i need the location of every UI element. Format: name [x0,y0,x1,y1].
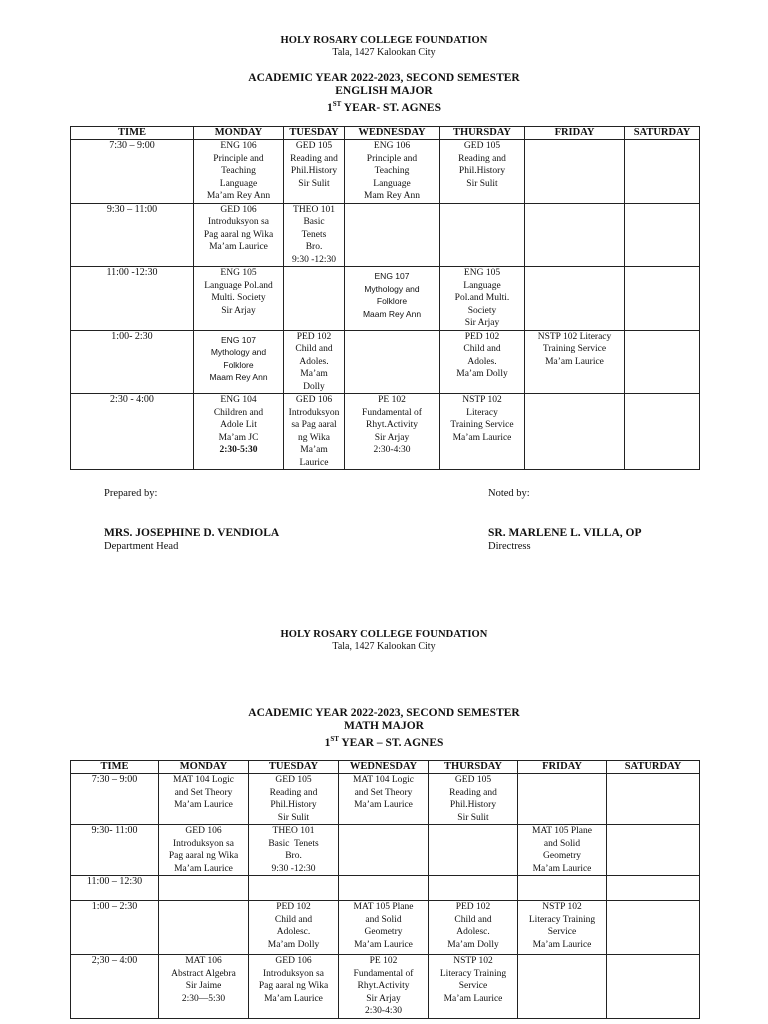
cell-line: 9:30 -12:30 [271,863,316,874]
cell-line: Ma’am Laurice [532,863,592,874]
class-cell [284,203,345,267]
cell-line: Sir Arjay [366,993,401,1004]
class-cell [339,774,429,825]
class-cell [525,330,625,394]
class-cell [440,203,525,267]
table-row [71,901,700,955]
cell-line: Ma’am Laurice [443,993,503,1004]
noted-by-name: SR. MARLENE L. VILLA, OP [488,527,642,539]
cell-line: MAT 105 Plane [353,902,414,912]
cell-line: ENG 106 [220,141,257,151]
class-cell [284,394,345,470]
table-row [71,203,700,267]
cell-line: Ma’am [300,445,328,455]
cell-line: Training Service [450,420,514,430]
school-address: Tala, 1427 Kalookan City [332,47,436,58]
cell-line: Maam Rey Ann [362,308,422,319]
class-cell [194,140,284,204]
cell-line: Child and [463,344,501,354]
major-title: ENGLISH MAJOR [335,85,433,97]
cell-line: Mythology and [210,347,267,357]
school-name: HOLY ROSARY COLLEGE FOUNDATION [280,629,488,640]
cell-line: 9:30 -12:30 [291,254,337,265]
cell-line: ENG 104 [220,395,257,405]
class-cell [345,330,440,394]
class-cell [159,825,249,876]
cell-line: Rhyt.Activity [366,420,418,430]
class-cell [525,394,625,470]
academic-year: ACADEMIC YEAR 2022-2023, SECOND SEMESTER [248,72,520,84]
cell-line: Sir Sulit [277,812,310,823]
column-header: TUESDAY [249,761,339,774]
cell-line: Children and [213,407,264,418]
cell-line: and Solid [365,914,402,925]
cell-line: Service [458,981,488,991]
class-cell [625,330,700,394]
class-cell [249,825,339,876]
cell-line: Training Service [542,344,607,354]
cell-line: PED 102 [455,902,491,912]
class-cell [625,394,700,470]
cell-line: 2:30-5:30 [219,445,258,455]
noted-by-label: Noted by: [488,488,530,499]
class-cell [345,203,440,267]
column-header: FRIDAY [518,761,607,774]
schedule-table-english [70,126,700,470]
class-cell [440,140,525,204]
table-row [71,774,700,825]
cell-line: Rhyt.Activity [357,981,410,991]
cell-line: Ma’am JC [218,432,259,443]
class-cell [345,394,440,470]
cell-line: Reading and [290,153,338,164]
class-cell [339,901,429,955]
cell-line: Adoles. [467,356,497,367]
class-cell [607,955,700,1019]
cell-line: NSTP 102 Literacy [537,331,612,342]
cell-line: ENG 107 [221,334,256,345]
cell-line: Sir Sulit [457,812,489,823]
class-cell [194,203,284,267]
cell-line: Literacy Training [528,914,596,925]
cell-line: Language [373,178,411,189]
cell-line: Phil.History [449,800,497,810]
class-cell [339,955,429,1019]
cell-line: Sir Arjay [464,318,500,328]
class-cell [440,267,525,331]
cell-line: PED 102 [464,331,500,342]
cell-line: Fundamental of [362,407,422,418]
year-section: 1ST YEAR- ST. AGNES [327,100,441,114]
cell-line: Folklore [223,359,254,370]
cell-line: Literacy [466,407,498,418]
cell-line: Child and [295,344,333,354]
class-cell [284,267,345,331]
cell-line: NSTP 102 [453,956,493,966]
class-cell [249,876,339,901]
cell-line: Dolly [303,381,325,392]
cell-line: Language [463,280,501,291]
year-section: 1ST YEAR – ST. AGNES [324,735,444,749]
time-slot: 9:30- 11:00 [71,825,159,876]
cell-line: Folklore [376,296,408,306]
cell-line: Child and [454,914,492,925]
time-slot: 7:30 – 9:00 [71,774,159,825]
class-cell [159,901,249,955]
class-cell [249,955,339,1019]
cell-line: Adolesc. [276,927,311,937]
table-header-row [71,761,700,774]
cell-line: THEO 101 [293,204,335,215]
column-header: WEDNESDAY [339,761,429,774]
time-slot: 9:30 – 11:00 [71,203,194,267]
class-cell [625,267,700,331]
cell-line: Maam Rey Ann [209,372,268,382]
cell-line: Pag aaral ng Wika [203,229,274,240]
table-header-row [71,127,700,140]
cell-line: 2:30-4:30 [373,445,411,455]
cell-line: GED 106 [275,956,312,966]
column-header: WEDNESDAY [345,127,440,140]
cell-line: Ma’am Laurice [354,939,413,950]
cell-line: Pag aaral ng Wika [168,851,239,861]
cell-line: NSTP 102 [462,395,502,405]
cell-line: sa Pag aaral [291,420,337,430]
cell-line: Bro. [305,242,323,252]
cell-line: Ma’am Laurice [174,800,233,810]
class-cell [429,901,518,955]
column-header: MONDAY [194,127,284,140]
table-row [71,267,700,331]
cell-line: ENG 105 [220,268,257,278]
time-slot: 11:00 – 12:30 [71,876,159,901]
cell-line: Introduksyon sa [208,217,269,227]
prepared-by-label: Prepared by: [104,488,158,499]
cell-line: GED 106 [220,204,257,215]
cell-line: Sir Sulit [298,178,330,189]
cell-line: and Set Theory [354,787,413,798]
cell-line: Service [547,927,577,937]
time-slot: 1:00 – 2:30 [71,901,159,955]
class-cell [518,876,607,901]
cell-line: ENG 106 [373,141,411,151]
cell-line: GED 105 [463,141,501,151]
class-cell [339,876,429,901]
cell-line: Principle and [366,153,418,164]
class-cell [440,330,525,394]
class-cell [525,140,625,204]
cell-line: PE 102 [369,956,398,966]
cell-line: Mam Rey Ann [364,191,420,201]
cell-line: Sir Arjay [221,305,256,316]
cell-line: Laurice [299,457,329,468]
cell-line: Sir Jaime [185,981,222,991]
cell-line: MAT 104 Logic [172,775,235,785]
cell-line: Language Pol.and [204,280,273,291]
cell-line: ENG 107 [374,271,410,281]
class-cell [194,330,284,394]
class-cell [194,267,284,331]
class-cell [284,330,345,394]
class-cell [607,825,700,876]
column-header: TIME [71,761,159,774]
cell-line: Multi. Society [211,293,266,303]
column-header: THURSDAY [429,761,518,774]
cell-line: Language [219,178,258,189]
cell-line: THEO 101 [272,826,315,836]
time-slot: 11:00 -12:30 [71,267,194,331]
class-cell [249,901,339,955]
major-title: MATH MAJOR [344,720,424,732]
cell-line: GED 106 [295,395,333,405]
cell-line: Sir Arjay [374,432,410,443]
cell-line: Ma’am Laurice [209,242,268,252]
class-cell [607,876,700,901]
cell-line: Geometry [364,927,403,937]
cell-line: PED 102 [296,331,332,342]
class-cell [625,140,700,204]
cell-line: GED 105 [295,141,333,151]
prepared-by-name: MRS. JOSEPHINE D. VENDIOLA [104,527,280,539]
school-address: Tala, 1427 Kalookan City [332,641,436,652]
cell-line: Ma’am Laurice [452,432,512,443]
cell-line: Teaching [374,166,410,176]
cell-line: Geometry [543,851,581,861]
cell-line: Principle and [213,153,264,164]
cell-line: Ma’am Laurice [264,993,323,1004]
cell-line: PE 102 [378,395,406,405]
cell-line: Ma’am [300,369,328,379]
cell-line: Literacy Training [439,968,507,979]
cell-line: Ma’am Laurice [354,800,413,810]
cell-line: GED 105 [275,775,312,785]
time-slot: 2;30 – 4:00 [71,955,159,1019]
class-cell [159,955,249,1019]
column-header: FRIDAY [525,127,625,140]
cell-line: Introduksyon sa [263,968,324,979]
cell-line: Teaching [221,166,256,176]
class-cell [525,203,625,267]
cell-line: Ma’am Rey Ann [206,191,271,201]
cell-line: Introduksyon sa [173,838,234,849]
class-cell [625,203,700,267]
class-cell [339,825,429,876]
class-cell [159,774,249,825]
cell-line: Adole Lit [220,420,257,430]
cell-line: 2:30—5:30 [181,993,226,1004]
cell-line: Society [467,305,497,316]
class-cell [159,876,249,901]
time-slot: 7:30 – 9:00 [71,140,194,204]
cell-line: Ma’am Laurice [532,939,592,950]
class-cell [429,876,518,901]
class-cell [194,394,284,470]
noted-by-title: Directress [488,541,531,552]
cell-line: and Solid [543,838,581,849]
cell-line: Phil.History [270,800,317,810]
class-cell [284,140,345,204]
column-header: MONDAY [159,761,249,774]
cell-line: GED 105 [454,775,492,785]
table-row [71,825,700,876]
column-header: TUESDAY [284,127,345,140]
cell-line: Pag aaral ng Wika [258,981,329,991]
cell-line: Sir Sulit [466,178,498,189]
table-row [71,876,700,901]
table-row [71,140,700,204]
class-cell [518,901,607,955]
cell-line: GED 106 [185,826,222,836]
cell-line: Child and [274,914,313,925]
column-header: SATURDAY [625,127,700,140]
class-cell [518,774,607,825]
cell-line: PED 102 [276,902,311,912]
cell-line: MAT 106 [185,956,222,966]
cell-line: NSTP 102 [542,902,582,912]
class-cell [518,955,607,1019]
cell-line: Adolesc. [456,927,490,937]
cell-line: Ma’am Dolly [267,939,320,950]
cell-line: Ma’am Laurice [545,356,604,367]
class-cell [525,267,625,331]
school-name: HOLY ROSARY COLLEGE FOUNDATION [280,35,488,46]
class-cell [249,774,339,825]
prepared-by-title: Department Head [104,541,179,552]
academic-year: ACADEMIC YEAR 2022-2023, SECOND SEMESTER [248,707,520,719]
cell-line: Tenets [301,229,327,240]
class-cell [429,955,518,1019]
cell-line: 2:30-4:30 [365,1006,402,1016]
table-row [71,394,700,470]
table-row [71,955,700,1019]
column-header: THURSDAY [440,127,525,140]
cell-line: MAT 104 Logic [352,775,415,785]
time-slot: 2:30 - 4:00 [71,394,194,470]
class-cell [345,267,440,331]
class-cell [607,901,700,955]
cell-line: Basic [303,217,325,227]
cell-line: Mythology and [364,283,420,294]
class-cell [429,774,518,825]
cell-line: Basic Tenets [268,838,319,849]
time-slot: 1:00- 2:30 [71,330,194,394]
class-cell [345,140,440,204]
cell-line: Abstract Algebra [171,968,236,979]
cell-line: Pol.and Multi. [454,293,510,303]
table-row [71,330,700,394]
cell-line: Ma’am Dolly [447,939,499,950]
class-cell [607,774,700,825]
class-cell [429,825,518,876]
class-cell [440,394,525,470]
cell-line: Reading and [458,153,506,164]
cell-line: and Set Theory [174,787,233,798]
cell-line: ng Wika [298,432,330,443]
cell-line: ENG 105 [463,268,501,278]
cell-line: Adoles. [299,356,329,367]
cell-line: Reading and [449,787,497,798]
column-header: SATURDAY [607,761,700,774]
cell-line: Bro. [285,851,302,861]
column-header: TIME [71,127,194,140]
cell-line: Phil.History [290,166,338,176]
cell-line: Reading and [269,787,318,798]
cell-line: Fundamental of [353,968,414,979]
cell-line: MAT 105 Plane [532,826,592,836]
cell-line: Phil.History [458,166,506,176]
cell-line: Introduksyon [288,407,340,418]
class-cell [518,825,607,876]
schedule-table-math [70,760,700,1019]
cell-line: Ma’am Dolly [456,369,508,379]
cell-line: Ma’am Laurice [174,863,233,874]
